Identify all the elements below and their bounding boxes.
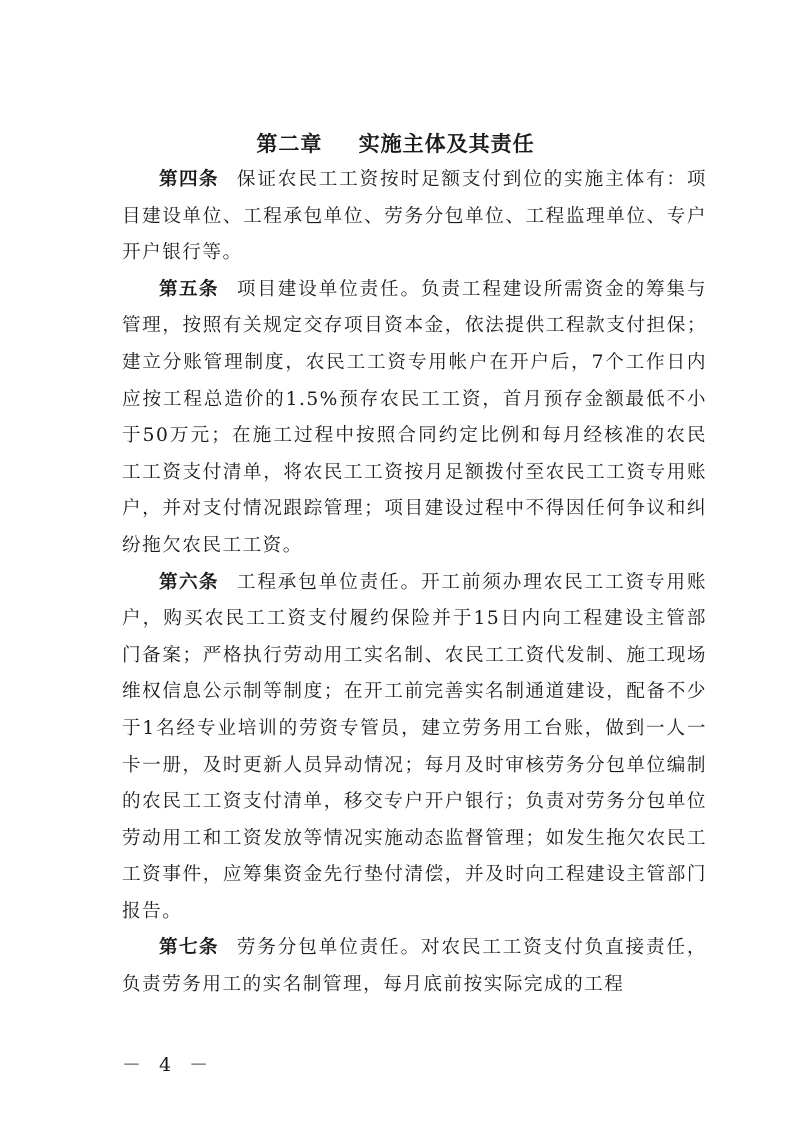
article-label: 第七条 [159, 937, 219, 959]
page-number: － 4 － [122, 1054, 215, 1076]
document-body [122, 162, 707, 1004]
article-7 [122, 930, 707, 1003]
article-text: 工程承包单位责任。开工前须办理农民工工资专用账户，购买农民工工资支付履约保险并于15日内向工程建设主管部门备案；严格执行劳动用工实名制、农民工工资代发制、施工现场维权信息公示制等制度；在开工前完善实名制通道建设，配备不少于1名经专业培训的劳资专管员，建立劳务用工台账，做到一人一卡一册，及时更新人员异动情况；每月及时审核劳务分包单位编制的农民工工资支付清单，移交专户开户银行；负责对劳务分包单位劳动用工和工资发放等情况实施动态监督管理；如发生拖欠农民工工资事件，应筹集资金先行垫付清偿，并及时向工程建设主管部门报告。 [122, 571, 707, 922]
article-6 [122, 565, 707, 931]
chapter-heading: 实施主体及其责任 [358, 132, 535, 156]
article-label: 第六条 [159, 571, 219, 593]
chapter-title [0, 128, 791, 158]
article-text: 劳务分包单位责任。对农民工工资支付负直接责任，负责劳务用工的实名制管理，每月底前按实际完成的工程 [122, 937, 707, 996]
article-label: 第五条 [159, 278, 219, 300]
chapter-number: 第二章 [256, 132, 323, 156]
article-4 [122, 162, 707, 272]
article-text: 项目建设单位责任。负责工程建设所需资金的筹集与管理，按照有关规定交存项目资本金，依法提供工程款支付担保；建立分账管理制度，农民工工资专用帐户在开户后，7个工作日内应按工程总造价的1.5%预存农民工工资，首月预存金额最低不小于50万元；在施工过程中按照合同约定比例和每月经核准的农民工工资支付清单，将农民工工资按月足额拨付至农民工工资专用账户，并对支付情况跟踪管理；项目建设过程中不得因任何争议和纠纷拖欠农民工工资。 [122, 278, 707, 556]
article-5 [122, 272, 707, 565]
article-text: 保证农民工工资按时足额支付到位的实施主体有：项目建设单位、工程承包单位、劳务分包单位、工程监理单位、专户开户银行等。 [122, 169, 707, 264]
article-label: 第四条 [159, 169, 219, 190]
